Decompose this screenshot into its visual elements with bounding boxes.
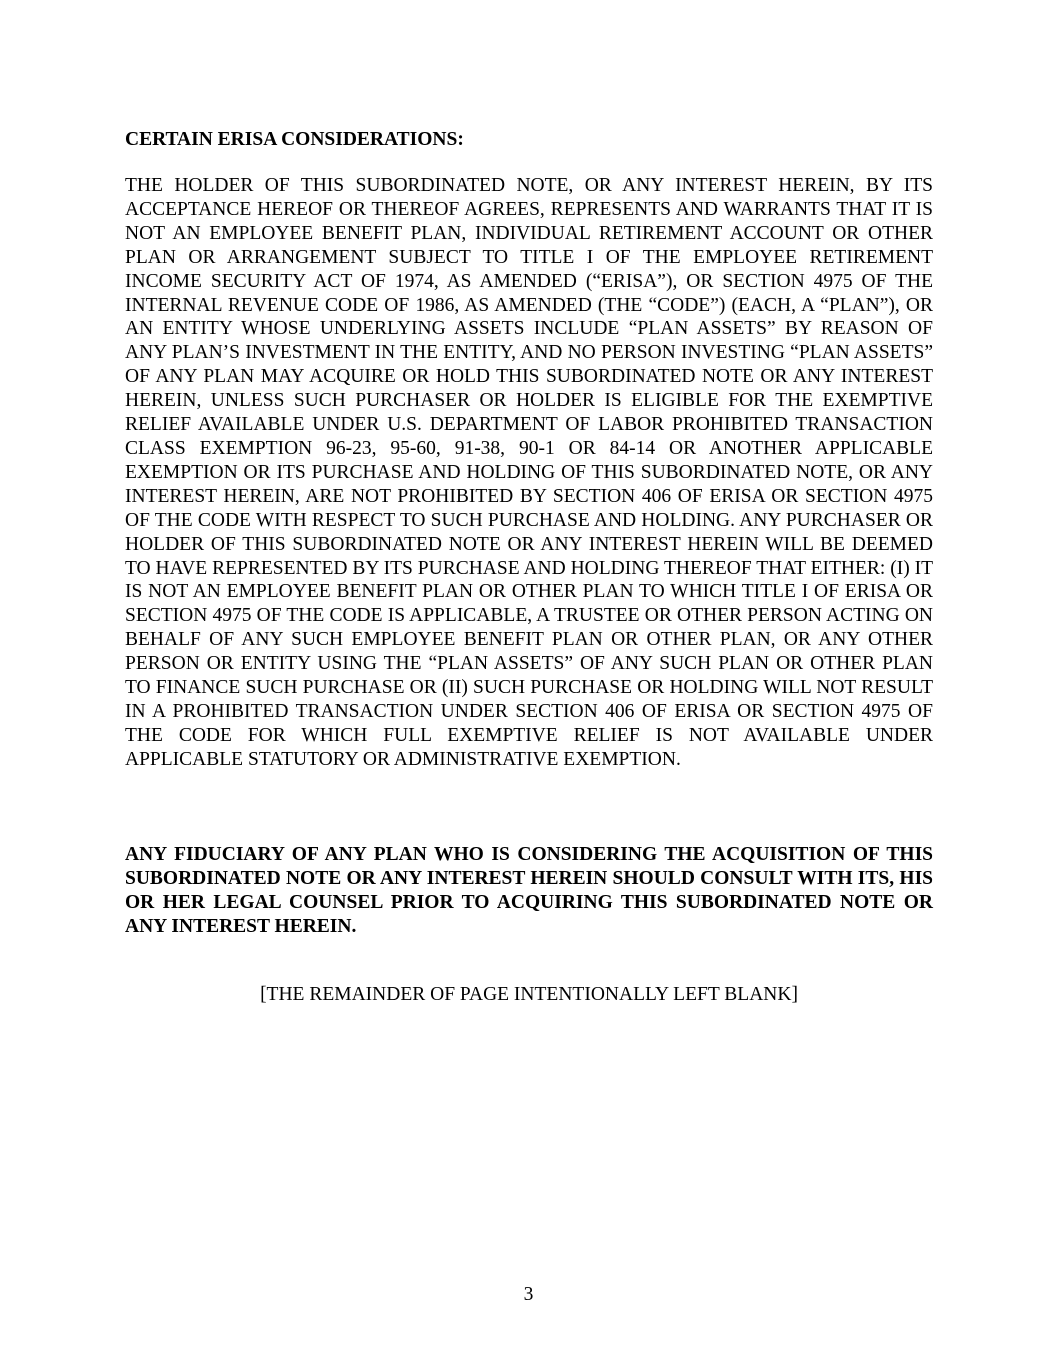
fiduciary-warning-paragraph: ANY FIDUCIARY OF ANY PLAN WHO IS CONSIDERING THE ACQUISITION OF THIS SUBORDINATED NOTE OR ANY INTEREST HEREIN SHOULD CONSULT WITH ITS, HIS OR HER LEGAL COUNSEL PRIOR TO ACQUIRING THIS SUBORDINATED NOTE OR ANY INTEREST HEREIN.	[125, 844, 933, 937]
intentionally-blank-note: [THE REMAINDER OF PAGE INTENTIONALLY LEFT BLANK]	[260, 984, 798, 1005]
erisa-body-paragraph: THE HOLDER OF THIS SUBORDINATED NOTE, OR ANY INTEREST HEREIN, BY ITS ACCEPTANCE HEREOF OR THEREOF AGREES, REPRESENTS AND WARRANTS THAT IT IS NOT AN EMPLOYEE BENEFIT PLAN, INDIVIDUAL RETIREMENT ACCOUNT OR OTHER PLAN OR ARRANGEMENT SUBJECT TO TITLE I OF THE EMPLOYEE RETIREMENT INCOME SECURITY ACT OF 1974, AS AMENDED (“ERISA”), OR SECTION 4975 OF THE INTERNAL REVENUE CODE OF 1986, AS AMENDED (THE “CODE”) (EACH, A “PLAN”), OR AN ENTITY WHOSE UNDERLYING ASSETS INCLUDE “PLAN ASSETS” BY REASON OF ANY PLAN’S INVESTMENT IN THE ENTITY, AND NO PERSON INVESTING “PLAN ASSETS” OF ANY PLAN MAY ACQUIRE OR HOLD THIS SUBORDINATED NOTE OR ANY INTEREST HEREIN, UNLESS SUCH PURCHASER OR HOLDER IS ELIGIBLE FOR THE EXEMPTIVE RELIEF AVAILABLE UNDER U.S. DEPARTMENT OF LABOR PROHIBITED TRANSACTION CLASS EXEMPTION 96-23, 95-60, 91-38, 90-1 OR 84-14 OR ANOTHER APPLICABLE EXEMPTION OR ITS PURCHASE AND HOLDING OF THIS SUBORDINATED NOTE, OR ANY INTEREST HEREIN, ARE NOT PROHIBITED BY SECTION 406 OF ERISA OR SECTION 4975 OF THE CODE WITH RESPECT TO SUCH PURCHASE AND HOLDING. ANY PURCHASER OR HOLDER OF THIS SUBORDINATED NOTE OR ANY INTEREST HEREIN WILL BE DEEMED TO HAVE REPRESENTED BY ITS PURCHASE AND HOLDING THEREOF THAT EITHER: (I) IT IS NOT AN EMPLOYEE BENEFIT PLAN OR OTHER PLAN TO WHICH TITLE I OF ERISA OR SECTION 4975 OF THE CODE IS APPLICABLE, A TRUSTEE OR OTHER PERSON ACTING ON BEHALF OF ANY SUCH EMPLOYEE BENEFIT PLAN OR OTHER PLAN, OR ANY OTHER PERSON OR ENTITY USING THE “PLAN ASSETS” OF ANY SUCH PLAN OR OTHER PLAN TO FINANCE SUCH PURCHASE OR (II) SUCH PURCHASE OR HOLDING WILL NOT RESULT IN A PROHIBITED TRANSACTION UNDER SECTION 406 OF ERISA OR SECTION 4975 OF THE CODE FOR WHICH FULL EXEMPTIVE RELIEF IS NOT AVAILABLE UNDER APPLICABLE STATUTORY OR ADMINISTRATIVE EXEMPTION.	[125, 175, 933, 770]
page-number: 3	[523, 1284, 534, 1305]
section-heading: CERTAIN ERISA CONSIDERATIONS:	[125, 129, 464, 150]
